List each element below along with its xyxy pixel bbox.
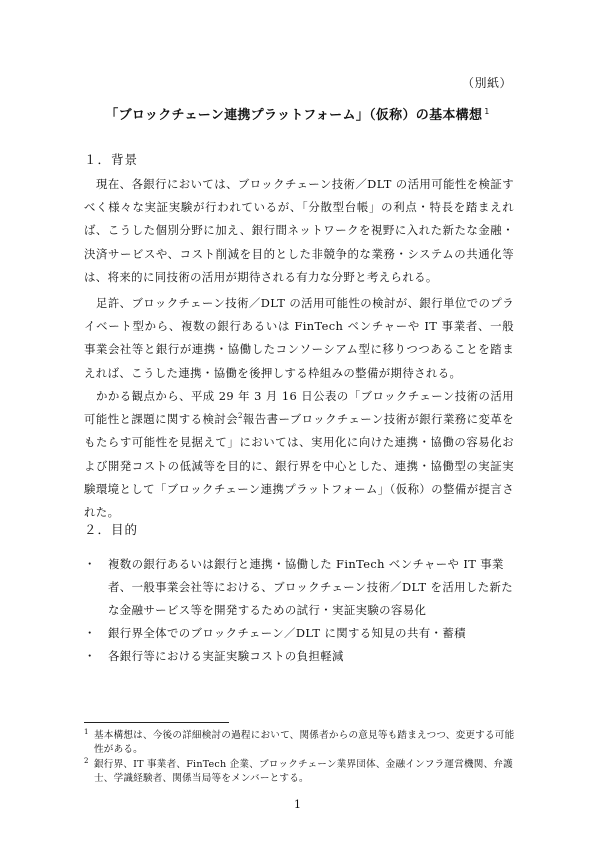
purpose-list bbox=[84, 553, 524, 668]
bullet-mark: ・ bbox=[84, 626, 96, 640]
footnote-separator bbox=[84, 722, 229, 723]
document-title-text: 「ブロックチェーン連携プラットフォーム」（仮称）の基本構想 bbox=[105, 108, 483, 123]
paragraph-3-text-before: かかる観点から、平成 29 年 3 月 16 日公表の「ブロックチェーン技術の活用可能性と課題に関する検討会 bbox=[84, 389, 514, 427]
bullet-mark: ・ bbox=[84, 557, 96, 571]
section-heading-background: １．背景 bbox=[84, 152, 139, 167]
page-number: 1 bbox=[294, 798, 301, 811]
bullet-mark: ・ bbox=[84, 649, 96, 663]
footnote-2-text: 銀行界、IT 事業者、FinTech 企業、ブロックチェーン業界団体、金融インフラ運営機関、弁護士、学識経験者、関係当局等をメンバーとする。 bbox=[94, 759, 513, 784]
background-paragraph-2: 足許、ブロックチェーン技術／DLT の活用可能性の検討が、銀行単位でのプライベート型から、複数の銀行あるいは FinTech ベンチャーや IT 事業者、一般事業会社等と銀行が連携・協働したコンソーシアム型に移りつつあることを踏まえれば、こうした連携・協働を後押しする枠組みの整備が期待される。 bbox=[84, 296, 514, 380]
footnote-2 bbox=[84, 758, 516, 785]
title-footnote-ref[interactable]: 1 bbox=[484, 106, 490, 116]
section-heading-purpose: ２．目的 bbox=[84, 522, 139, 537]
background-paragraph-1: 現在、各銀行においては、ブロックチェーン技術／DLT の活用可能性を検証すべく様々な実証実験が行われているが、「分散型台帳」の利点・特長を踏まえれば、こうした個別分野に加え、銀行間ネットワークを視野に入れた新たな金融・決済サービスや、コスト削減を目的とした非競争的な業務・システムの共通化等は、将来的に同技術の活用が期待される有力な分野と考えられる。 bbox=[84, 177, 514, 284]
paragraph-3-footnote-ref[interactable]: 2 bbox=[238, 412, 243, 421]
background-paragraph-3 bbox=[84, 385, 514, 524]
list-item-text: 複数の銀行あるいは銀行と連携・協働した FinTech ベンチャーや IT 事業者、一般事業会社等における、ブロックチェーン技術／DLT を活用した新たな金融サービス等を開発するための試行・実証実験の容易化 bbox=[108, 557, 514, 617]
list-item-text: 銀行界全体でのブロックチェーン／DLT に関する知見の共有・蓄積 bbox=[108, 626, 466, 640]
list-item bbox=[84, 622, 524, 645]
list-item bbox=[84, 645, 524, 668]
footnote-2-number: 2 bbox=[84, 757, 89, 765]
footnote-1-number: 1 bbox=[84, 728, 89, 736]
footnote-1-text: 基本構想は、今後の詳細検討の過程において、関係者からの意見等も踏まえつつ、変更する可能性がある。 bbox=[94, 730, 515, 755]
annex-label: （別紙） bbox=[461, 76, 512, 90]
footnote-1 bbox=[84, 729, 516, 756]
document-title bbox=[0, 104, 595, 123]
list-item-text: 各銀行等における実証実験コストの負担軽減 bbox=[108, 649, 344, 663]
paragraph-3-text-after: 報告書ーブロックチェーン技術が銀行業務に変革をもたらす可能性を見据えて」においては、実用化に向けた連携・協働の容易化および開発コストの低減等を目的に、銀行界を中心とした、連携・協働型の実証実験環境として「ブロックチェーン連携プラットフォーム」（仮称）の整備が提言された。 bbox=[84, 412, 514, 520]
list-item bbox=[84, 553, 524, 622]
